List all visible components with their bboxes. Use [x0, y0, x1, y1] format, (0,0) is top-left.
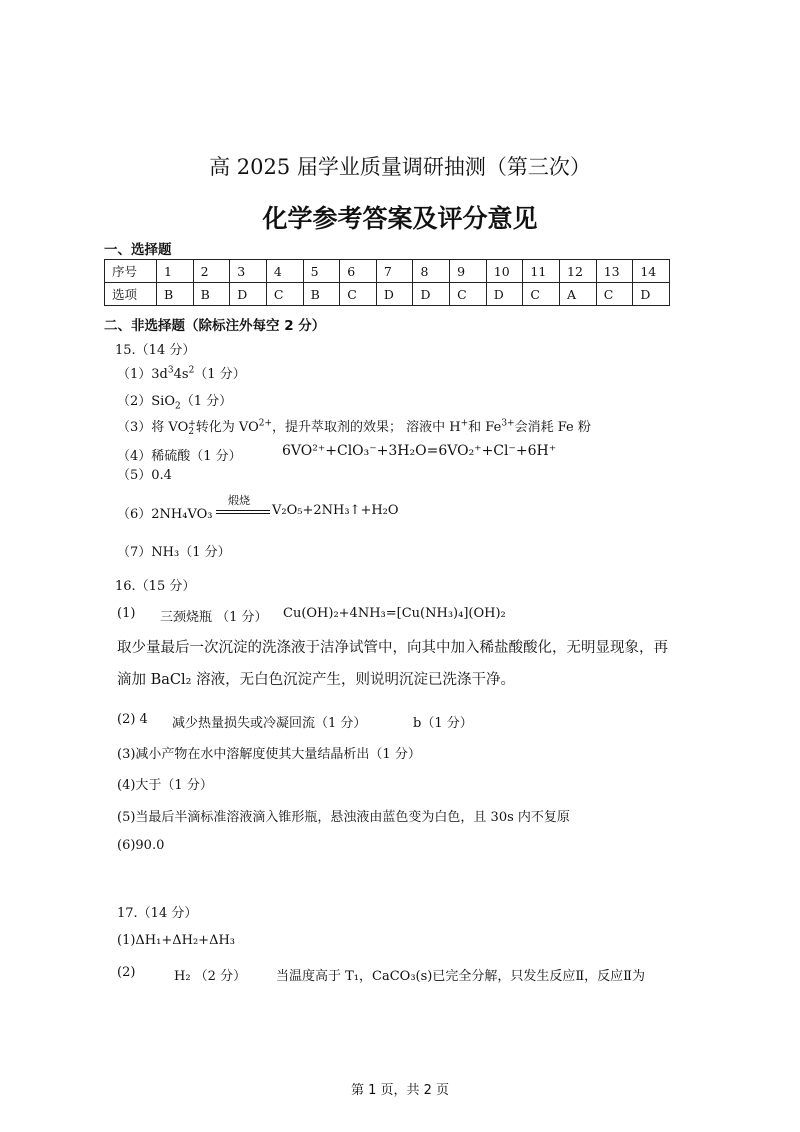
q16-answer-1-label: (1): [117, 606, 136, 621]
q15-title: 15.（14 分）: [115, 343, 196, 358]
answer-table-number-row: [105, 260, 670, 283]
q17-answer-2-label: (2): [117, 965, 136, 980]
q17-answer-2-product: H₂ （2 分）: [174, 969, 247, 984]
row-label-option: 选项: [105, 283, 157, 306]
number-cell: 2: [193, 260, 230, 283]
q17-answer-2-text: 当温度高于 T₁，CaCO₃(s)已完全分解，只发生反应Ⅱ，反应Ⅱ为: [276, 969, 646, 984]
number-cell: 6: [340, 260, 377, 283]
q16-title: 16.（15 分）: [115, 579, 196, 594]
q16-answer-2-label: (2) 4: [117, 712, 148, 727]
number-cell: 9: [450, 260, 487, 283]
page-number: 第 1 页，共 2 页: [350, 1083, 450, 1098]
number-cell: 3: [230, 260, 267, 283]
q16-answer-5: (5)当最后半滴标准溶液滴入锥形瓶，悬浊液由蓝色变为白色，且 30s 内不复原: [117, 810, 570, 825]
number-cell: 11: [523, 260, 560, 283]
q16-answer-2-option: b（1 分）: [413, 716, 473, 731]
answer-cell: C: [266, 283, 303, 306]
number-cell: 8: [413, 260, 450, 283]
q15-answer-6-products: V₂O₅+2NH₃↑+H₂O: [272, 503, 399, 518]
answer-cell: C: [340, 283, 377, 306]
answer-cell: D: [486, 283, 523, 306]
q16-answer-2-text: 减少热量损失或冷凝回流（1 分）: [172, 716, 367, 731]
q15-answer-7: （7）NH₃（1 分）: [117, 545, 231, 560]
reaction-equals-line-top: [216, 510, 270, 511]
row-label-number: 序号: [105, 260, 157, 283]
q16-answer-1-paragraph-line1: 取少量最后一次沉淀的洗涤液于洁净试管中，向其中加入稀盐酸酸化，无明显现象，再: [117, 640, 668, 656]
answer-cell: D: [633, 283, 670, 306]
answer-cell: A: [560, 283, 597, 306]
q15-answer-3: （3）将 VO+ 2 转化为 $VO^{2+}$，提升萃取剂的效果； 溶液中 H+和 $Fe^{3+}$会消耗 Fe 粉: [117, 418, 591, 437]
q15-answer-6-condition: 煅烧: [228, 494, 250, 507]
q17-answer-1: (1)ΔH₁+ΔH₂+ΔH₃: [117, 933, 236, 948]
answer-cell: C: [596, 283, 633, 306]
number-cell: 1: [157, 260, 194, 283]
q15-answer-4-label: （4）稀硫酸（1 分）: [117, 449, 242, 464]
answer-cell: B: [193, 283, 230, 306]
q15-answer-4-equation: 6VO²⁺+ClO₃⁻+3H₂O=6VO₂⁺+Cl⁻+6H⁺: [282, 443, 557, 459]
number-cell: 12: [560, 260, 597, 283]
q17-title: 17.（14 分）: [117, 906, 198, 921]
number-cell: 13: [596, 260, 633, 283]
number-cell: 5: [303, 260, 340, 283]
q15-answer-1: $(1)3d^34s^2(1$ 分）: [117, 365, 246, 382]
q16-answer-1-equation: Cu(OH)₂+4NH₃=[Cu(NH₃)₄](OH)₂: [283, 606, 506, 621]
section-2-heading: 二、非选择题（除标注外每空 2 分）: [104, 318, 326, 334]
number-cell: 7: [376, 260, 413, 283]
answer-cell: B: [303, 283, 340, 306]
q16-answer-1-paragraph-line2: 滴加 BaCl₂ 溶液，无白色沉淀产生，则说明沉淀已洗涤干净。: [117, 672, 516, 688]
q16-answer-3: (3)减小产物在水中溶解度使其大量结晶析出（1 分）: [117, 747, 421, 762]
q16-answer-1-text: 三颈烧瓶 （1 分）: [160, 610, 268, 625]
answer-cell: D: [230, 283, 267, 306]
number-cell: 14: [633, 260, 670, 283]
answer-cell: B: [157, 283, 194, 306]
answer-key-title: 化学参考答案及评分意见: [262, 204, 538, 233]
answer-cell: D: [413, 283, 450, 306]
answer-cell: C: [450, 283, 487, 306]
answer-cell: D: [376, 283, 413, 306]
reaction-equals-line-bottom: [216, 513, 270, 514]
number-cell: 10: [486, 260, 523, 283]
q16-answer-6: (6)90.0: [117, 838, 165, 853]
exam-title: 高 2025 届学业质量调研抽测（第三次）: [209, 155, 591, 179]
answer-table: [104, 259, 670, 306]
q15-answer-6-reactant: （6）2NH₄VO₃: [117, 507, 213, 522]
number-cell: 4: [266, 260, 303, 283]
answer-cell: C: [523, 283, 560, 306]
q15-answer-2: （2）SiO$_2$（1 分）: [117, 394, 233, 412]
q15-answer-5: （5）0.4: [117, 468, 172, 483]
section-1-heading: 一、选择题: [104, 242, 172, 258]
answer-table-option-row: [105, 283, 670, 306]
q16-answer-4: (4)大于（1 分）: [117, 778, 213, 793]
